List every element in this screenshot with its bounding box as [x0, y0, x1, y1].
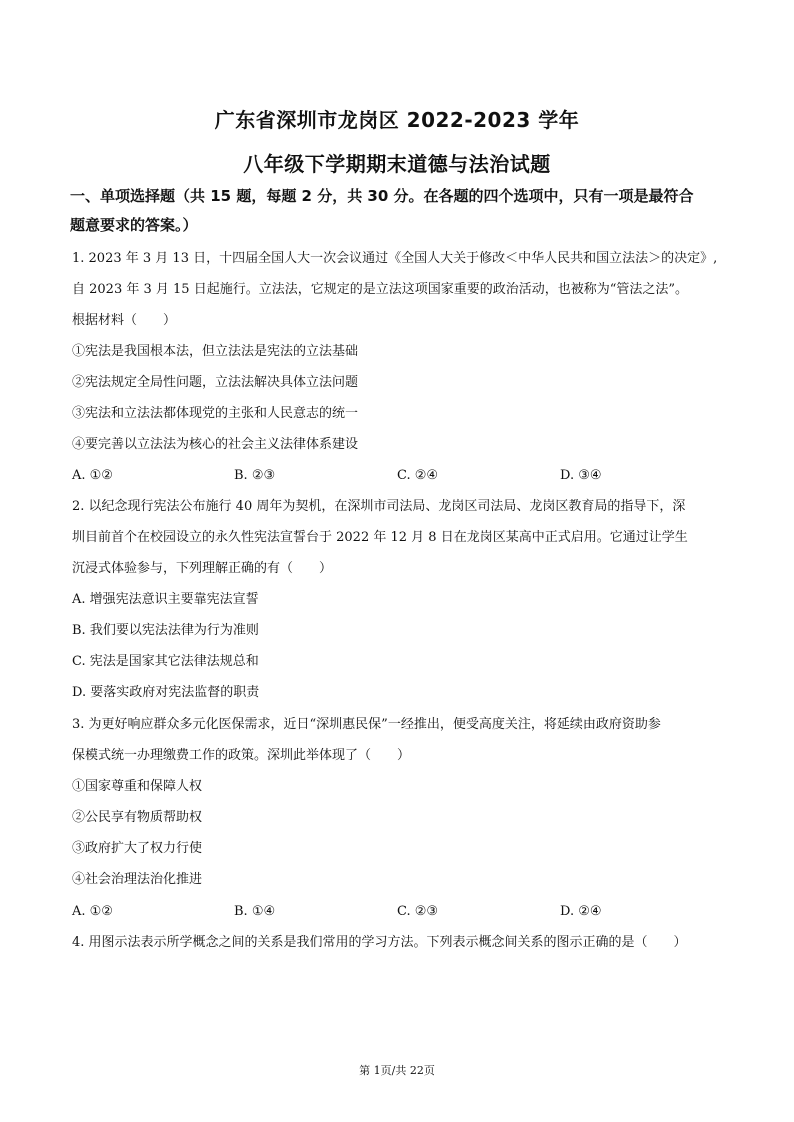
question-stem-line: 4. 用图示法表示所学概念之间的关系是我们常用的学习方法。下列表示概念间关系的图示正确的是（ ） [72, 935, 687, 950]
answer-option-a[interactable]: A. 增强宪法意识主要靠宪法宣誓 [72, 592, 259, 607]
answer-option-d[interactable]: D. ②④ [560, 904, 602, 919]
question-stem-line: 自 2023 年 3 月 15 日起施行。立法法，它规定的是立法这项国家重要的政治活动，也被称为“管法之法”。 [72, 282, 688, 297]
statement-item: ③宪法和立法法都体现党的主张和人民意志的统一 [72, 406, 359, 421]
question-stem-line: 保模式统一办理缴费工作的政策。深圳此举体现了（ ） [72, 748, 411, 763]
section-heading-line: 一、单项选择题（共 15 题，每题 2 分，共 30 分。在各题的四个选项中，只有一项是最符合 [70, 187, 694, 205]
question-stem-line: 沉浸式体验参与，下列理解正确的有（ ） [72, 561, 333, 576]
question-stem-line: 根据材料（ ） [72, 313, 177, 328]
answer-option-a[interactable]: A. ①② [72, 468, 113, 483]
statement-item: ①宪法是我国根本法，但立法法是宪法的立法基础 [72, 344, 359, 359]
statement-item: ①国家尊重和保障人权 [72, 779, 203, 794]
section-heading-line: 题意要求的答案。） [70, 216, 198, 234]
answer-option-c[interactable]: C. ②③ [397, 904, 439, 919]
statement-item: ③政府扩大了权力行使 [72, 841, 203, 856]
answer-option-b[interactable]: B. ②③ [234, 468, 276, 483]
question-stem-line: 圳目前首个在校园设立的永久性宪法宣誓台于 2022 年 12 月 8 日在龙岗区某高中正式启用。它通过让学生 [72, 530, 688, 545]
exam-subtitle: 八年级下学期期末道德与法治试题 [243, 152, 551, 176]
answer-option-a[interactable]: A. ①② [72, 904, 113, 919]
answer-option-c[interactable]: C. ②④ [397, 468, 439, 483]
question-stem-line: 1. 2023 年 3 月 13 日，十四届全国人大一次会议通过《全国人大关于修改＜中华人民共和国立法法＞的决定》, [72, 251, 718, 266]
section-heading [70, 182, 730, 240]
statement-item: ②宪法规定全局性问题，立法法解决具体立法问题 [72, 375, 359, 390]
statement-item: ④社会治理法治化推进 [72, 872, 203, 887]
page-number: 第 1页/共 22页 [359, 1064, 435, 1077]
answer-option-b[interactable]: B. 我们要以宪法法律为行为准则 [72, 623, 259, 638]
answer-option-b[interactable]: B. ①④ [234, 904, 276, 919]
statement-item: ④要完善以立法法为核心的社会主义法律体系建设 [72, 437, 359, 452]
question-stem-line: 2. 以纪念现行宪法公布施行 40 周年为契机，在深圳市司法局、龙岗区司法局、龙岗区教育局的指导下，深 [72, 499, 686, 514]
answer-option-d[interactable]: D. ③④ [560, 468, 602, 483]
statement-item: ②公民享有物质帮助权 [72, 810, 203, 825]
answer-option-c[interactable]: C. 宪法是国家其它法律法规总和 [72, 654, 259, 669]
exam-title: 广东省深圳市龙岗区 2022-2023 学年 [214, 108, 580, 132]
question-stem-line: 3. 为更好响应群众多元化医保需求，近日“深圳惠民保”一经推出，便受高度关注，将延续由政府资助参 [72, 717, 661, 732]
answer-option-d[interactable]: D. 要落实政府对宪法监督的职责 [72, 685, 260, 700]
